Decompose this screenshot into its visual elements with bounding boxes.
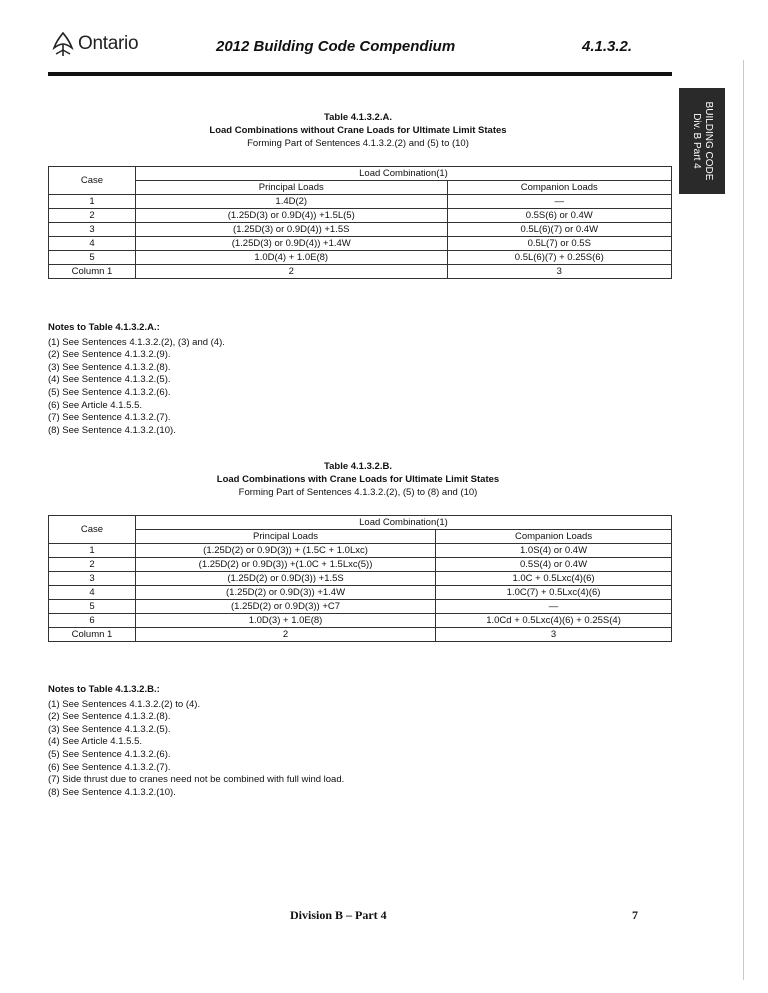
logo-text: Ontario: [78, 33, 139, 54]
note-item: (4) See Sentence 4.1.3.2.(5).: [48, 374, 171, 386]
case-cell: 3: [49, 223, 136, 237]
note-item: (1) See Sentences 4.1.3.2.(2), (3) and (4).: [48, 336, 225, 348]
companion-cell: 0.5L(6)(7) or 0.4W: [447, 223, 671, 237]
table-b-subtitle: Forming Part of Sentences 4.1.3.2.(2), (5) to (8) and (10): [238, 487, 478, 498]
note-item: (7) Side thrust due to cranes need not be combined with full wind load.: [48, 774, 345, 786]
table-a-group-header: Load Combination(1): [136, 167, 672, 181]
case-cell: 2: [49, 558, 136, 572]
case-cell: 1: [49, 544, 136, 558]
column-label-cell: Column 1: [49, 265, 136, 279]
note-item: (3) See Sentence 4.1.3.2.(8).: [48, 361, 171, 373]
principal-cell: (1.25D(2) or 0.9D(3)) +C7: [136, 600, 436, 614]
note-item: (6) See Sentence 4.1.3.2.(7).: [48, 761, 171, 773]
table-a-header-row: [49, 167, 672, 181]
note-item: (1) See Sentences 4.1.3.2.(2) to (4).: [48, 698, 201, 710]
table-row: [49, 251, 672, 265]
column-number-cell: 2: [136, 265, 448, 279]
case-cell: 2: [49, 209, 136, 223]
table-row: [49, 586, 672, 600]
column-number-cell: 3: [447, 265, 671, 279]
table-b-caption: [48, 460, 668, 499]
trillium-icon: [52, 30, 74, 58]
footer-division: Division B – Part 4: [290, 908, 387, 922]
note-item: (3) See Sentence 4.1.3.2.(5).: [48, 723, 171, 735]
note-item: (8) See Sentence 4.1.3.2.(10).: [48, 424, 176, 436]
header-rule: [48, 72, 672, 76]
column-number-cell: 3: [436, 628, 672, 642]
table-row: [49, 572, 672, 586]
companion-cell: 1.0S(4) or 0.4W: [436, 544, 672, 558]
table-a-companion-header: Companion Loads: [447, 181, 671, 195]
ontario-logo: [52, 30, 138, 58]
principal-cell: (1.25D(3) or 0.9D(4)) +1.5L(5): [136, 209, 448, 223]
table-row: [49, 209, 672, 223]
table-b-companion-header: Companion Loads: [436, 530, 672, 544]
note-item: (4) See Article 4.1.5.5.: [48, 736, 142, 748]
side-tab-line2: Div. B Part 4: [691, 113, 702, 169]
table-a-caption: [48, 111, 668, 150]
principal-cell: (1.25D(2) or 0.9D(3)) + (1.5C + 1.0Lxc): [136, 544, 436, 558]
case-cell: 4: [49, 237, 136, 251]
table-a-column-row: [49, 265, 672, 279]
companion-cell: 0.5S(6) or 0.4W: [447, 209, 671, 223]
side-tab-label: [690, 102, 714, 181]
principal-cell: (1.25D(2) or 0.9D(3)) +1.4W: [136, 586, 436, 600]
table-b: [48, 515, 672, 642]
notes-heading: Notes to Table 4.1.3.2.B.:: [48, 684, 160, 695]
table-b-case-header: Case: [49, 516, 136, 544]
table-b-subheader-row: [49, 530, 672, 544]
table-b-column-row: [49, 628, 672, 642]
table-a-notes: [48, 322, 225, 437]
principal-cell: (1.25D(3) or 0.9D(4)) +1.4W: [136, 237, 448, 251]
scan-edge-line: [743, 60, 744, 980]
companion-cell: 1.0Cd + 0.5Lxc(4)(6) + 0.25S(4): [436, 614, 672, 628]
note-item: (8) See Sentence 4.1.3.2.(10).: [48, 786, 176, 798]
notes-heading: Notes to Table 4.1.3.2.A.:: [48, 322, 160, 333]
principal-cell: 1.0D(4) + 1.0E(8): [136, 251, 448, 265]
table-a-case-header: Case: [49, 167, 136, 195]
companion-cell: 0.5L(6)(7) + 0.25S(6): [447, 251, 671, 265]
table-b-number: Table 4.1.3.2.B.: [324, 461, 392, 472]
table-b-header-row: [49, 516, 672, 530]
case-cell: 5: [49, 251, 136, 265]
case-cell: 6: [49, 614, 136, 628]
note-item: (6) See Article 4.1.5.5.: [48, 399, 142, 411]
section-reference: 4.1.3.2.: [582, 38, 633, 55]
principal-cell: 1.0D(3) + 1.0E(8): [136, 614, 436, 628]
table-a-subheader-row: [49, 181, 672, 195]
side-tab-line1: BUILDING CODE: [703, 101, 714, 181]
companion-cell: —: [447, 195, 671, 209]
page-header: [0, 0, 768, 80]
table-a-number: Table 4.1.3.2.A.: [324, 112, 392, 123]
principal-cell: (1.25D(2) or 0.9D(3)) +1.5S: [136, 572, 436, 586]
table-a: [48, 166, 672, 279]
companion-cell: 1.0C(7) + 0.5Lxc(4)(6): [436, 586, 672, 600]
case-cell: 3: [49, 572, 136, 586]
case-cell: 4: [49, 586, 136, 600]
table-row: [49, 237, 672, 251]
note-item: (2) See Sentence 4.1.3.2.(8).: [48, 711, 171, 723]
note-item: (2) See Sentence 4.1.3.2.(9).: [48, 349, 171, 361]
table-a-principal-header: Principal Loads: [136, 181, 448, 195]
table-b-group-header: Load Combination(1): [136, 516, 672, 530]
page-number: 7: [632, 908, 638, 922]
table-a-title: Load Combinations without Crane Loads for Ultimate Limit States: [209, 125, 507, 136]
side-tab: [679, 88, 725, 194]
table-b-principal-header: Principal Loads: [136, 530, 436, 544]
principal-cell: 1.4D(2): [136, 195, 448, 209]
principal-cell: (1.25D(3) or 0.9D(4)) +1.5S: [136, 223, 448, 237]
column-label-cell: Column 1: [49, 628, 136, 642]
companion-cell: 0.5S(4) or 0.4W: [436, 558, 672, 572]
table-row: [49, 558, 672, 572]
companion-cell: 0.5L(7) or 0.5S: [447, 237, 671, 251]
principal-cell: (1.25D(2) or 0.9D(3)) +(1.0C + 1.5Lxc(5)): [136, 558, 436, 572]
column-number-cell: 2: [136, 628, 436, 642]
table-b-notes: [48, 684, 344, 799]
table-row: [49, 544, 672, 558]
case-cell: 5: [49, 600, 136, 614]
table-row: [49, 223, 672, 237]
note-item: (7) See Sentence 4.1.3.2.(7).: [48, 412, 171, 424]
document-title: 2012 Building Code Compendium: [216, 38, 456, 55]
table-row: [49, 614, 672, 628]
companion-cell: 1.0C + 0.5Lxc(4)(6): [436, 572, 672, 586]
case-cell: 1: [49, 195, 136, 209]
companion-cell: —: [436, 600, 672, 614]
table-b-title: Load Combinations with Crane Loads for Ultimate Limit States: [216, 474, 500, 485]
table-row: [49, 600, 672, 614]
table-row: [49, 195, 672, 209]
note-item: (5) See Sentence 4.1.3.2.(6).: [48, 748, 171, 760]
table-a-subtitle: Forming Part of Sentences 4.1.3.2.(2) and (5) to (10): [247, 138, 469, 149]
note-item: (5) See Sentence 4.1.3.2.(6).: [48, 386, 171, 398]
